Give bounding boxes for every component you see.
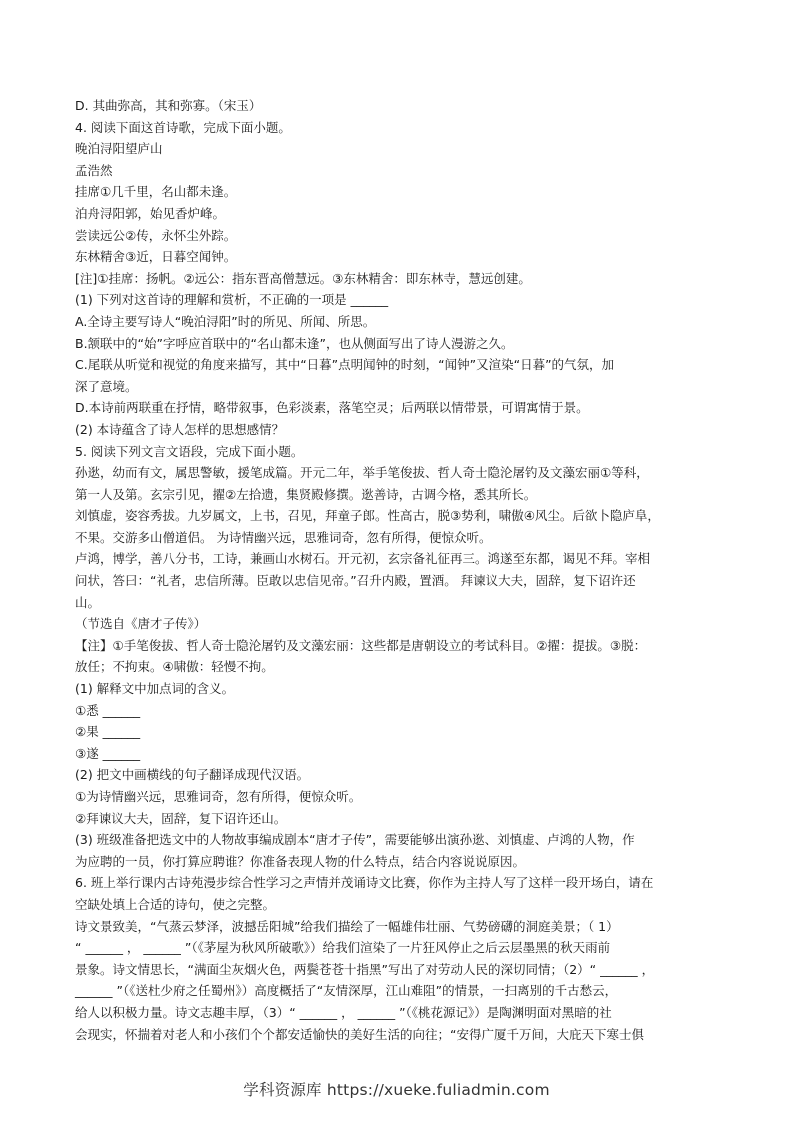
text-line: 问状，答曰：“礼者，忠信所薄。臣敢以忠信见帝。”召升内殿，置酒。 拜谏议大夫，固辞，复下诏许还 (75, 573, 636, 589)
text-line: (1) 解释文中加点词的含义。 (75, 681, 235, 697)
text-line: 5. 阅读下列文言文语段，完成下面小题。 (75, 443, 304, 459)
text-line: 景象。诗文情思长，“满面尘灰烟火色，两鬓苍苍十指黑”写出了对劳动人民的深切同情；（2）“ ______ ， (75, 961, 655, 977)
text-line: (2) 本诗蕴含了诗人怎样的思想感情？ (75, 421, 285, 437)
text-line: 泊舟浔阳郭，始见香炉峰。 (75, 205, 226, 221)
text-line: ②拜谏议大夫，固辞，复下诏许还山。 (75, 810, 287, 826)
text-line: ______ ”（《送杜少府之任蜀州》）高度概括了“友情深厚，江山难阻”的情景，一扫离别的千古愁云， (75, 983, 618, 999)
text-line: 空缺处填上合适的诗句，使之完整。 (75, 896, 276, 912)
footer-watermark: 学科资源库 https://xueke.fuliadmin.com (243, 1081, 550, 1099)
text-line: （节选自《唐才子传》） (75, 616, 207, 632)
text-line: (2) 把文中画横线的句子翻译成现代汉语。 (75, 767, 310, 783)
text-line: ①为诗情幽兴远，思雅词奇，忽有所得，便惊众听。 (75, 789, 362, 804)
text-line: 山。 (75, 594, 101, 610)
text-line: ③遂 ______ (75, 745, 141, 761)
text-line: 为应聘的一员，你打算应聘谁？你准备表现人物的什么特点，结合内容说说原因。 (75, 853, 526, 869)
text-line: 【注】①手笔俊拔、哲人奇士隐沦屠钓及文藻宏丽：这些都是唐朝设立的考试科目。②擢：提拔。③脱： (75, 637, 647, 653)
text-line: (3) 班级准备把选文中的人物故事编成剧本“唐才子传”，需要能够出演孙逖、刘慎虚、卢鸿的人物，作 (75, 832, 635, 848)
text-line: 4. 阅读下面这首诗歌，完成下面小题。 (75, 119, 291, 135)
text-line: 深了意境。 (75, 378, 138, 394)
document-body (75, 95, 725, 1045)
text-line: 尝读远公②传，永怀尘外踪。 (75, 227, 237, 243)
text-line: C.尾联从听觉和视觉的角度来描写，其中“日暮”点明闻钟的时刻，“闻钟”又渲染“日暮”的气氛，加 (75, 357, 615, 373)
text-line: (1) 下列对这首诗的理解和赏析，不正确的一项是 ______ (75, 292, 389, 308)
text-line: 挂席①几千里，名山都未逢。 (75, 184, 237, 200)
text-line: 放任；不拘束。④啸傲：轻慢不拘。 (75, 659, 274, 675)
text-line: B.颔联中的“始”字呼应首联中的“名山都未逢”，也从侧面写出了诗人漫游之久。 (75, 335, 514, 351)
text-line: 给人以积极力量。诗文志趣丰厚，（3）“ ______ ， ______ ”（《桃花源记》）是陶渊明面对黑暗的社 (75, 1004, 612, 1020)
text-line: 第一人及第。玄宗引见，擢②左拾遗，集贤殿修撰。逖善诗，古调今格，悉其所长。 (75, 486, 537, 502)
text-line: 诗文景致美，“气蒸云梦泽，波撼岳阳城”给我们描绘了一幅雄伟壮丽、气势磅礴的洞庭美景；（ 1） (75, 918, 619, 934)
text-line: D. 其曲弥高，其和弥寡。（宋玉） (75, 98, 262, 113)
text-line: D.本诗前两联重在抒情，略带叙事，色彩淡素，落笔空灵；后两联以情带景，可谓寓情于景。 (75, 400, 589, 416)
text-line: 晚泊浔阳望庐山 (75, 141, 163, 157)
text-line: 孟浩然 (75, 162, 113, 178)
text-line: 东林精舍③近，日暮空闻钟。 (75, 249, 237, 265)
text-line: ②果 ______ (75, 724, 141, 740)
text-line: 6. 班上举行课内古诗苑漫步综合性学习之声情并茂诵诗文比赛，你作为主持人写了这样一段开场白，请在 (75, 875, 654, 891)
text-line: 刘慎虚，姿容秀拔。九岁属文，上书，召见，拜童子郎。性高古，脱③势利，啸傲④风尘。后欲卜隐庐阜， (75, 508, 660, 524)
text-line: “ ______ ， ______ ”（《茅屋为秋风所破歌》）给我们渲染了一片狂风停止之后云层墨黑的秋天雨前 (75, 940, 611, 956)
text-line: A.全诗主要写诗人“晚泊浔阳”时的所见、所闻、所思。 (75, 313, 376, 329)
text-line: 不果。交游多山僧道侣。 为诗情幽兴远，思雅词奇，忽有所得，便惊众听。 (75, 529, 492, 545)
text-line: [注]①挂席：扬帆。②远公：指东晋高僧慧远。③东林精舍：即东林寺，慧远创建。 (75, 270, 531, 286)
text-line: 卢鸿，博学，善八分书，工诗，兼画山水树石。开元初，玄宗备礼征再三。鸿遂至东都，谒见不拜。宰相 (75, 551, 651, 567)
text-line: 孙逖，幼而有文，属思警敏，援笔成篇。开元二年，举手笔俊拔、哲人奇士隐沦屠钓及文藻宏丽①等科， (75, 465, 649, 481)
text-line: ①悉 ______ (75, 702, 141, 718)
text-line: 会现实，怀揣着对老人和小孩们个个都安适愉快的美好生活的向往；“安得广厦千万间，大庇天下寒士俱 (75, 1026, 644, 1042)
